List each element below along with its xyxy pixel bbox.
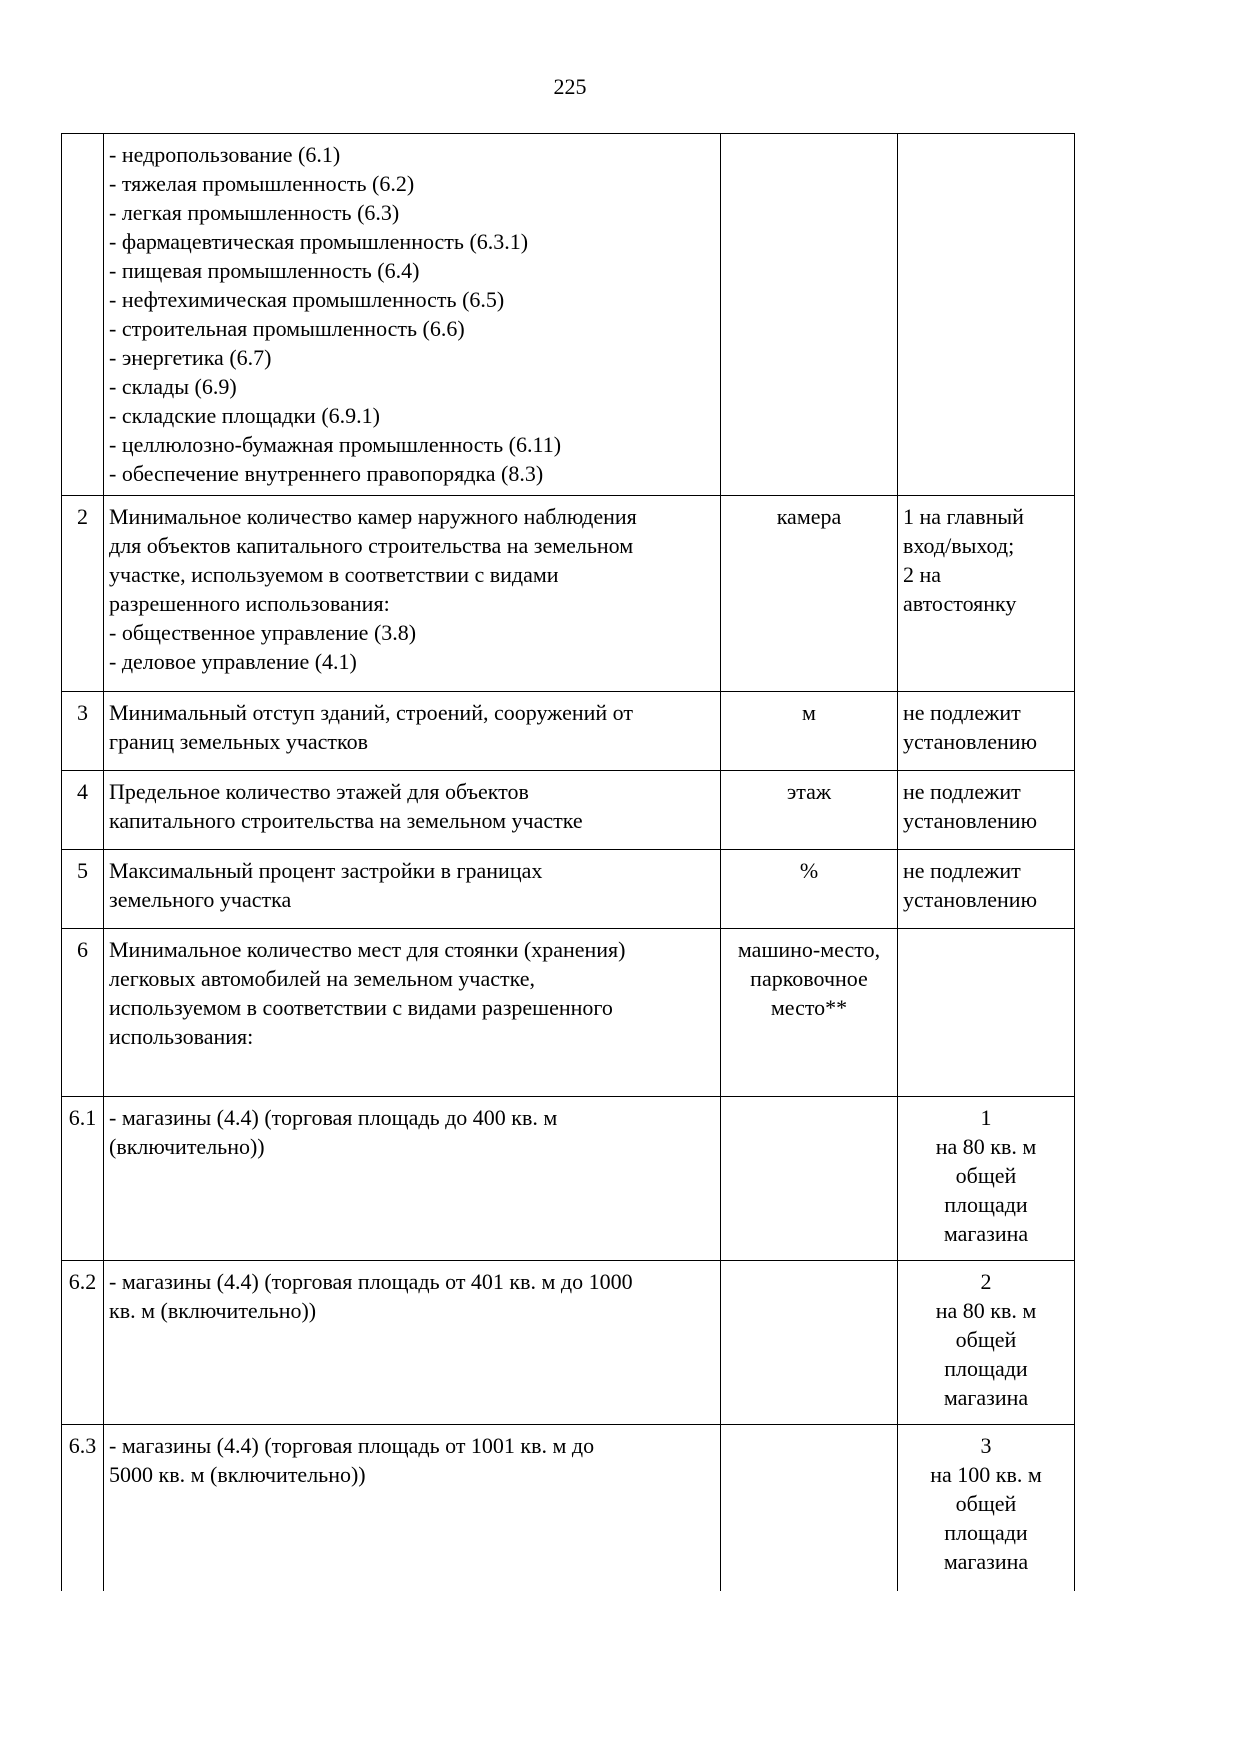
value-cell [898,1425,1075,1591]
value-line: на 80 кв. м [935,1298,1037,1323]
value-line: магазина [943,1221,1029,1246]
value-cell [898,771,1075,850]
description-cell [104,134,721,496]
value-line: на 80 кв. м [935,1134,1037,1159]
value-line: общей [955,1327,1017,1352]
value-line: магазина [943,1549,1029,1574]
unit-line: парковочное [750,966,868,991]
description-line: использования: [109,1024,254,1049]
value-line: 1 [980,1105,992,1130]
description-line: капитального строительства на земельном участке [109,808,583,833]
description-line: легковых автомобилей на земельном участке, [109,966,536,991]
table-row [62,850,1075,929]
description-line: - недропользование (6.1) [109,142,341,167]
description-line: - нефтехимическая промышленность (6.5) [109,287,505,312]
unit-cell [721,1097,898,1261]
table-row [62,496,1075,692]
value-line: площади [944,1192,1028,1217]
unit-cell [721,1261,898,1425]
description-line: - энергетика (6.7) [109,345,272,370]
description-line: Минимальный отступ зданий, строений, сооружений от [109,700,633,725]
table-row [62,134,1075,496]
description-line: Минимальное количество мест для стоянки (хранения) [109,937,626,962]
value-line: не подлежит [903,700,1021,725]
value-line: автостоянку [903,591,1017,616]
value-cell [898,850,1075,929]
row-number-cell: 2 [62,496,104,692]
page-number: 225 [553,74,587,99]
value-cell [898,134,1075,496]
unit-cell: этаж [721,771,898,850]
table-row [62,1261,1075,1425]
table-row [62,771,1075,850]
description-line: - общественное управление (3.8) [109,620,417,645]
description-line: для объектов капитального строительства на земельном [109,533,634,558]
unit-cell [721,1425,898,1591]
value-line: не подлежит [903,858,1021,883]
description-line: (включительно)) [109,1134,265,1159]
description-line: - склады (6.9) [109,374,237,399]
description-line: - строительная промышленность (6.6) [109,316,465,341]
description-line: - магазины (4.4) (торговая площадь от 401 кв. м до 1000 [109,1269,633,1294]
unit-line: место** [770,995,848,1020]
row-number-cell: 3 [62,692,104,771]
row-number-cell [62,134,104,496]
value-line: установлению [903,887,1038,912]
value-line: на 100 кв. м [930,1462,1042,1487]
description-line: разрешенного использования: [109,591,390,616]
value-line: магазина [943,1385,1029,1410]
description-line: Предельное количество этажей для объектов [109,779,529,804]
value-line: 1 на главный [903,504,1024,529]
value-line: не подлежит [903,779,1021,804]
description-line: земельного участка [109,887,292,912]
table-row [62,1425,1075,1591]
description-cell [104,692,721,771]
row-number-cell: 4 [62,771,104,850]
description-cell [104,496,721,692]
value-line: площади [944,1520,1028,1545]
value-line: 2 на [903,562,942,587]
description-line: Максимальный процент застройки в границах [109,858,543,883]
description-cell [104,1097,721,1261]
description-line: участке, используемом в соответствии с видами [109,562,559,587]
value-line: общей [955,1491,1017,1516]
description-cell [104,850,721,929]
value-line: вход/выход; [903,533,1015,558]
description-line: - магазины (4.4) (торговая площадь от 1001 кв. м до [109,1433,595,1458]
table-row [62,1097,1075,1261]
unit-cell: камера [721,496,898,692]
description-cell [104,929,721,1097]
description-line: - целлюлозно-бумажная промышленность (6.11) [109,432,562,457]
value-line: общей [955,1163,1017,1188]
unit-cell [721,929,898,1097]
description-line: 5000 кв. м (включительно)) [109,1462,366,1487]
row-number-cell: 6.1 [62,1097,104,1261]
description-line: - тяжелая промышленность (6.2) [109,171,415,196]
description-cell [104,1261,721,1425]
value-cell [898,496,1075,692]
description-line: кв. м (включительно)) [109,1298,317,1323]
row-number-cell: 5 [62,850,104,929]
value-cell [898,692,1075,771]
table-row [62,692,1075,771]
unit-line: машино-место, [737,937,881,962]
description-line: - легкая промышленность (6.3) [109,200,400,225]
description-line: - обеспечение внутреннего правопорядка (8.3) [109,461,544,486]
value-cell [898,929,1075,1097]
value-line: установлению [903,808,1038,833]
description-cell [104,771,721,850]
description-line: используемом в соответствии с видами разрешенного [109,995,613,1020]
unit-cell [721,134,898,496]
description-line: - фармацевтическая промышленность (6.3.1) [109,229,529,254]
description-line: - магазины (4.4) (торговая площадь до 400 кв. м [109,1105,558,1130]
description-line: - деловое управление (4.1) [109,649,357,674]
value-line: 2 [980,1269,992,1294]
description-cell [104,1425,721,1591]
unit-cell: % [721,850,898,929]
unit-cell: м [721,692,898,771]
description-line: Минимальное количество камер наружного наблюдения [109,504,637,529]
value-cell [898,1261,1075,1425]
value-line: установлению [903,729,1038,754]
value-line: площади [944,1356,1028,1381]
value-cell [898,1097,1075,1261]
description-line: - складские площадки (6.9.1) [109,403,380,428]
row-number-cell: 6 [62,929,104,1097]
table-row [62,929,1075,1097]
row-number-cell: 6.2 [62,1261,104,1425]
row-number-cell: 6.3 [62,1425,104,1591]
requirements-table [61,133,1075,1591]
description-line: - пищевая промышленность (6.4) [109,258,420,283]
description-line: границ земельных участков [109,729,368,754]
value-line: 3 [980,1433,992,1458]
